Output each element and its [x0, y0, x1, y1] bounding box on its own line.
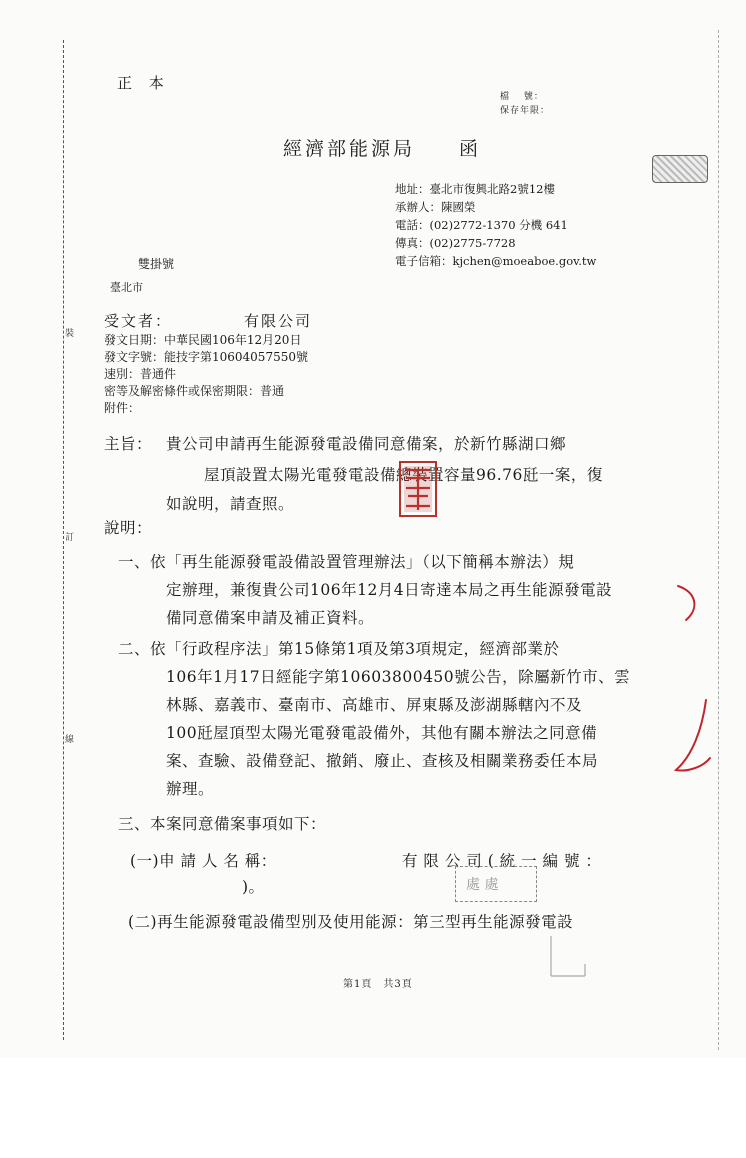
faint-stamp-text: 處 處: [466, 877, 499, 893]
item-2-line-2: 106年1月17日經能字第10603800450號公告，除屬新竹市、雲: [166, 668, 631, 686]
blank-margin-below-page: [0, 1058, 746, 1158]
item-3-sub-1-a: (一)申 請 人 名 稱：: [130, 852, 277, 870]
subject-line-1: 貴公司申請再生能源發電設備同意備案，於新竹縣湖口鄉: [166, 435, 567, 453]
page-number: 第1頁 共3頁: [343, 979, 413, 990]
side-stamp-graphic: [652, 155, 708, 183]
faint-bracket-graphic: [545, 930, 595, 980]
doc-secrecy: 密等及解密條件或保密期限：普通: [104, 384, 285, 398]
doc-attachment: 附件：: [104, 401, 141, 415]
sender-email: 電子信箱：kjchen@moeaboe.gov.tw: [395, 254, 597, 268]
city: 臺北市: [110, 281, 143, 294]
retention-label: 保存年限：: [500, 106, 551, 116]
mail-type: 雙掛號: [138, 257, 175, 271]
document-title: 經濟部能源局 函: [283, 138, 482, 160]
item-3-sub-2: (二)再生能源發電設備型別及使用能源：第三型再生能源發電設: [128, 913, 574, 931]
item-2-line-6: 辦理。: [166, 780, 215, 798]
item-2-line-4: 100瓩屋頂型太陽光電發電設備外，其他有關本辦法之同意備: [166, 724, 598, 742]
sender-phone: 電話：(02)2772-1370 分機 641: [395, 218, 568, 232]
item-3-sub-1-c: )。: [242, 878, 265, 896]
item-2-line-1: 二、依「行政程序法」第15條第1項及第3項規定，經濟部業於: [118, 640, 560, 658]
subject-line-3: 如說明，請查照。: [166, 495, 295, 513]
item-1-line-1: 一、依「再生能源發電設備設置管理辦法」（以下簡稱本辦法）規: [118, 553, 575, 571]
item-2-line-3: 林縣、嘉義市、臺南市、高雄市、屏東縣及澎湖縣轄內不及: [166, 696, 583, 714]
item-1-line-3: 備同意備案申請及補正資料。: [166, 609, 375, 627]
official-seal-graphic: [398, 460, 438, 518]
page-edge-line: [718, 30, 719, 1050]
copy-mark: 正 本: [117, 74, 170, 92]
recipient-label: 受文者：: [104, 312, 173, 330]
binding-line: [63, 40, 64, 1040]
binding-char-1: 裝: [65, 329, 75, 339]
binding-char-2: 訂: [65, 533, 75, 543]
file-number-label: 檔 號：: [500, 92, 544, 102]
doc-number: 發文字號：能技字第10604057550號: [104, 350, 308, 364]
sender-fax: 傳真：(02)2775-7728: [395, 236, 516, 250]
faint-stamp-box: [455, 866, 537, 902]
item-3-sub-1-b: 有 限 公 司 ( 統 一 編 號 ：: [402, 852, 602, 870]
binding-char-3: 線: [65, 735, 75, 745]
sender-handler: 承辦人：陳國榮: [395, 200, 476, 214]
item-1-line-2: 定辦理，兼復貴公司106年12月4日寄達本局之再生能源發電設: [166, 581, 613, 599]
red-pen-marks-graphic: [668, 580, 718, 780]
recipient-suffix: 有限公司: [244, 312, 313, 330]
item-3-line-1: 三、本案同意備案事項如下：: [118, 815, 327, 833]
doc-date: 發文日期：中華民國106年12月20日: [104, 333, 302, 347]
sender-address: 地址：臺北市復興北路2號12樓: [395, 182, 555, 196]
subject-label: 主旨：: [104, 435, 153, 453]
item-2-line-5: 案、查驗、設備登記、撤銷、廢止、查核及相關業務委任本局: [166, 752, 599, 770]
explanation-label: 說明：: [104, 519, 153, 537]
subject-line-2: 屋頂設置太陽光電發電設備總裝置容量96.76瓩一案，復: [204, 466, 603, 484]
doc-speed: 速別：普通件: [104, 367, 177, 381]
recipient-line: [104, 310, 312, 331]
